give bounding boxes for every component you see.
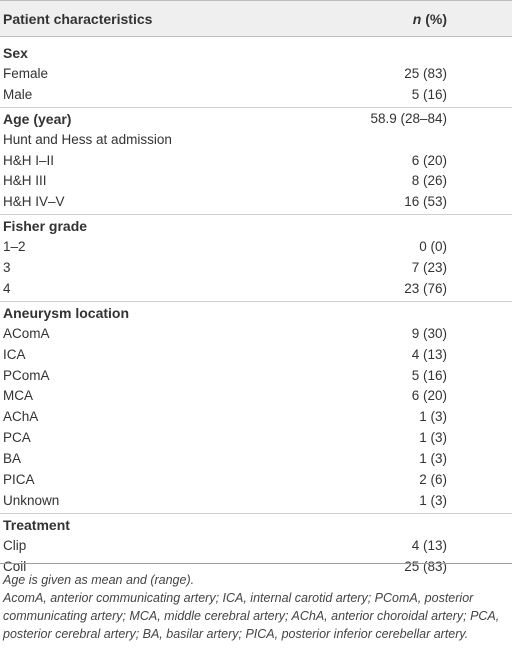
row-value: 1 (3): [419, 451, 447, 467]
row-value: 7 (23): [411, 260, 447, 275]
row-label: 4: [3, 280, 11, 296]
table-row: [0, 236, 512, 257]
table-row: [0, 278, 512, 299]
row-value: 25 (83): [404, 65, 447, 81]
row-value: 6 (20): [411, 152, 447, 168]
table-row: [0, 150, 512, 171]
table-header: [0, 0, 512, 37]
table-row: [0, 170, 512, 191]
row-value: 5 (16): [411, 367, 447, 383]
row-label: PComA: [3, 367, 50, 383]
row-value: 25 (83): [404, 558, 447, 574]
table-row: [0, 469, 512, 490]
table-row: [0, 191, 512, 212]
row-label: BA: [3, 451, 22, 467]
row-value: 0 (0): [419, 239, 447, 255]
section-row: [0, 42, 512, 63]
header-n-percent: [413, 11, 447, 27]
table-row: [0, 344, 512, 365]
row-label: PICA: [3, 472, 35, 487]
table-row: [0, 427, 512, 448]
section-row: [0, 108, 512, 129]
row-label: Clip: [3, 537, 27, 553]
table-row: [0, 63, 512, 84]
row-label: H&H IV–V: [3, 194, 65, 210]
row-label: 1–2: [3, 239, 26, 255]
table-row: [0, 129, 512, 150]
table-bottom-rule: [0, 563, 512, 564]
section-row: [0, 514, 512, 535]
row-value: 4 (13): [411, 346, 447, 362]
row-label: H&H I–II: [3, 152, 55, 168]
row-value: 58.9 (28–84): [370, 110, 447, 126]
row-value: 1 (3): [419, 430, 447, 446]
table-row: [0, 490, 512, 511]
row-value: 9 (30): [411, 325, 447, 341]
table-row: [0, 365, 512, 386]
row-value: 8 (26): [411, 173, 447, 189]
header-n: n: [412, 11, 422, 27]
row-value: 1 (3): [419, 492, 447, 508]
section-label: Treatment: [3, 516, 70, 533]
section-label: Aneurysm location: [3, 304, 130, 321]
table-row: [0, 535, 512, 556]
header-characteristics: Patient characteristics: [3, 11, 153, 27]
table-row: [0, 406, 512, 427]
header-percent: (%): [421, 11, 447, 27]
row-label: Unknown: [3, 492, 60, 508]
section-row: [0, 302, 512, 323]
row-value: 2 (6): [419, 472, 447, 487]
row-label: H&H III: [3, 173, 47, 189]
row-value: 6 (20): [411, 388, 447, 404]
section-label: Age (year): [3, 110, 72, 127]
table-row: [0, 257, 512, 278]
row-value: 1 (3): [419, 409, 447, 425]
footnote-abbreviations: AcomA, anterior communicating artery; ICA, internal carotid artery; PComA, posterior communicating artery; MCA, middle cerebral artery; AChA, anterior choroidal artery; PCA, posterior cerebral artery; BA, basilar artery; PICA, posterior inferior cerebellar artery.: [3, 591, 500, 641]
table-row: [0, 448, 512, 469]
row-label: PCA: [3, 430, 31, 446]
section-row: [0, 215, 512, 236]
table-row: [0, 323, 512, 344]
row-label: Female: [3, 65, 49, 81]
row-value: 16 (53): [404, 194, 447, 210]
table-row: [0, 84, 512, 105]
table-row: [0, 385, 512, 406]
row-label: Coil: [3, 558, 27, 574]
row-label: Hunt and Hess at admission: [3, 131, 172, 147]
row-value: 4 (13): [411, 537, 447, 553]
row-label: Male: [3, 86, 33, 102]
row-label: 3: [3, 260, 11, 275]
section-label: Fisher grade: [3, 218, 88, 235]
row-label: ICA: [3, 346, 26, 362]
footnote-age: Age is given as mean and (range).: [3, 573, 195, 587]
row-label: AChA: [3, 409, 39, 425]
row-value: 23 (76): [404, 280, 447, 296]
row-value: 5 (16): [411, 86, 447, 102]
row-label: MCA: [3, 388, 33, 404]
row-label: AComA: [3, 325, 50, 341]
section-label: Sex: [3, 45, 28, 61]
